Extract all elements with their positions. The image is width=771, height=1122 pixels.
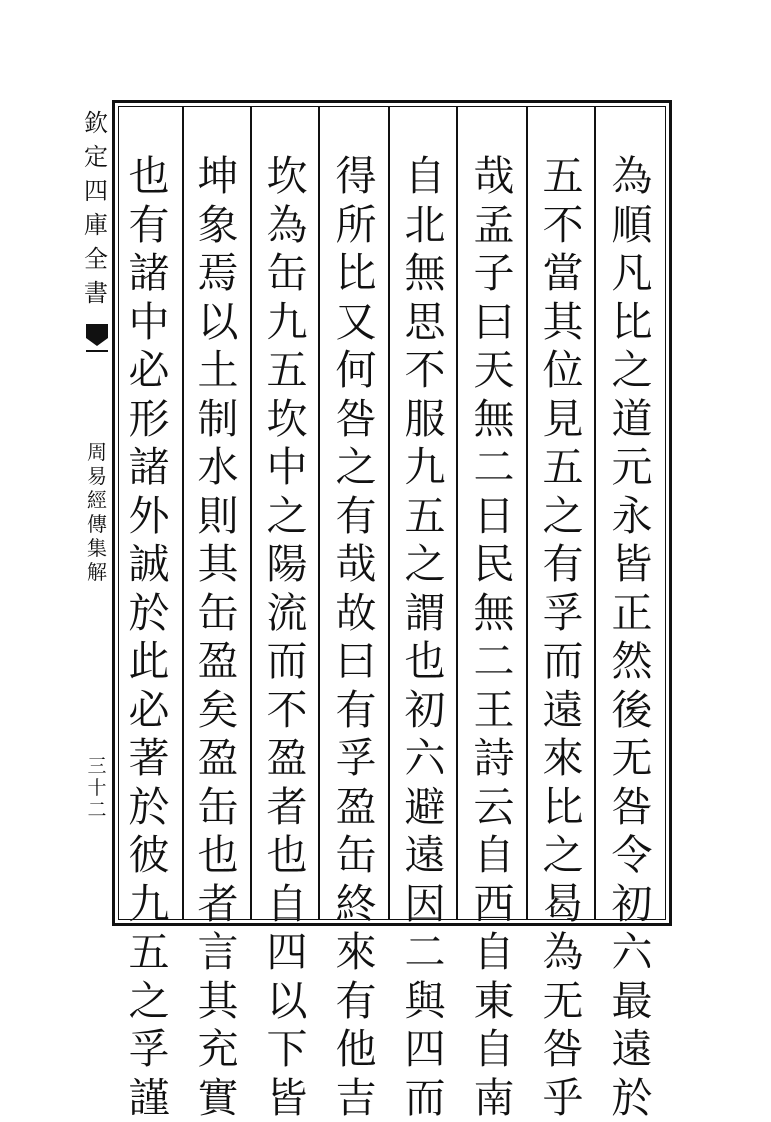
text-column-4: 自北無思不服九五之謂也初六避遠因二與四而 <box>404 152 446 1122</box>
collection-title: 欽定四庫全書 <box>84 109 108 307</box>
page-number: 三十二 <box>87 755 107 821</box>
fishtail-mark-icon <box>86 324 108 354</box>
book-title: 周易經傳集解 <box>87 440 107 584</box>
column-rule <box>318 106 320 920</box>
text-column-6: 坎為缶九五坎中之陽流而不盈者也自四以下皆 <box>266 152 308 1122</box>
text-column-7: 坤象焉以土制水則其缶盈矣盈缶也者言其充實 <box>197 152 239 1122</box>
column-rule <box>594 106 596 920</box>
column-rule <box>182 106 184 920</box>
text-column-3: 哉孟子曰天無二日民無二王詩云自西自東自南 <box>473 152 515 1122</box>
column-rule <box>526 106 528 920</box>
column-rule <box>388 106 390 920</box>
text-column-2: 五不當其位見五之有孚而遠來比之曷為无咎乎 <box>542 152 584 1122</box>
text-column-8: 也有諸中必形諸外誠於此必著於彼九五之孚謹 <box>128 152 170 1122</box>
text-column-5: 得所比又何咎之有哉故曰有孚盈缶終來有他吉 <box>335 152 377 1122</box>
column-rule <box>456 106 458 920</box>
text-column-1: 為順凡比之道元永皆正然後无咎令初六最遠於 <box>611 152 653 1122</box>
column-rule <box>250 106 252 920</box>
